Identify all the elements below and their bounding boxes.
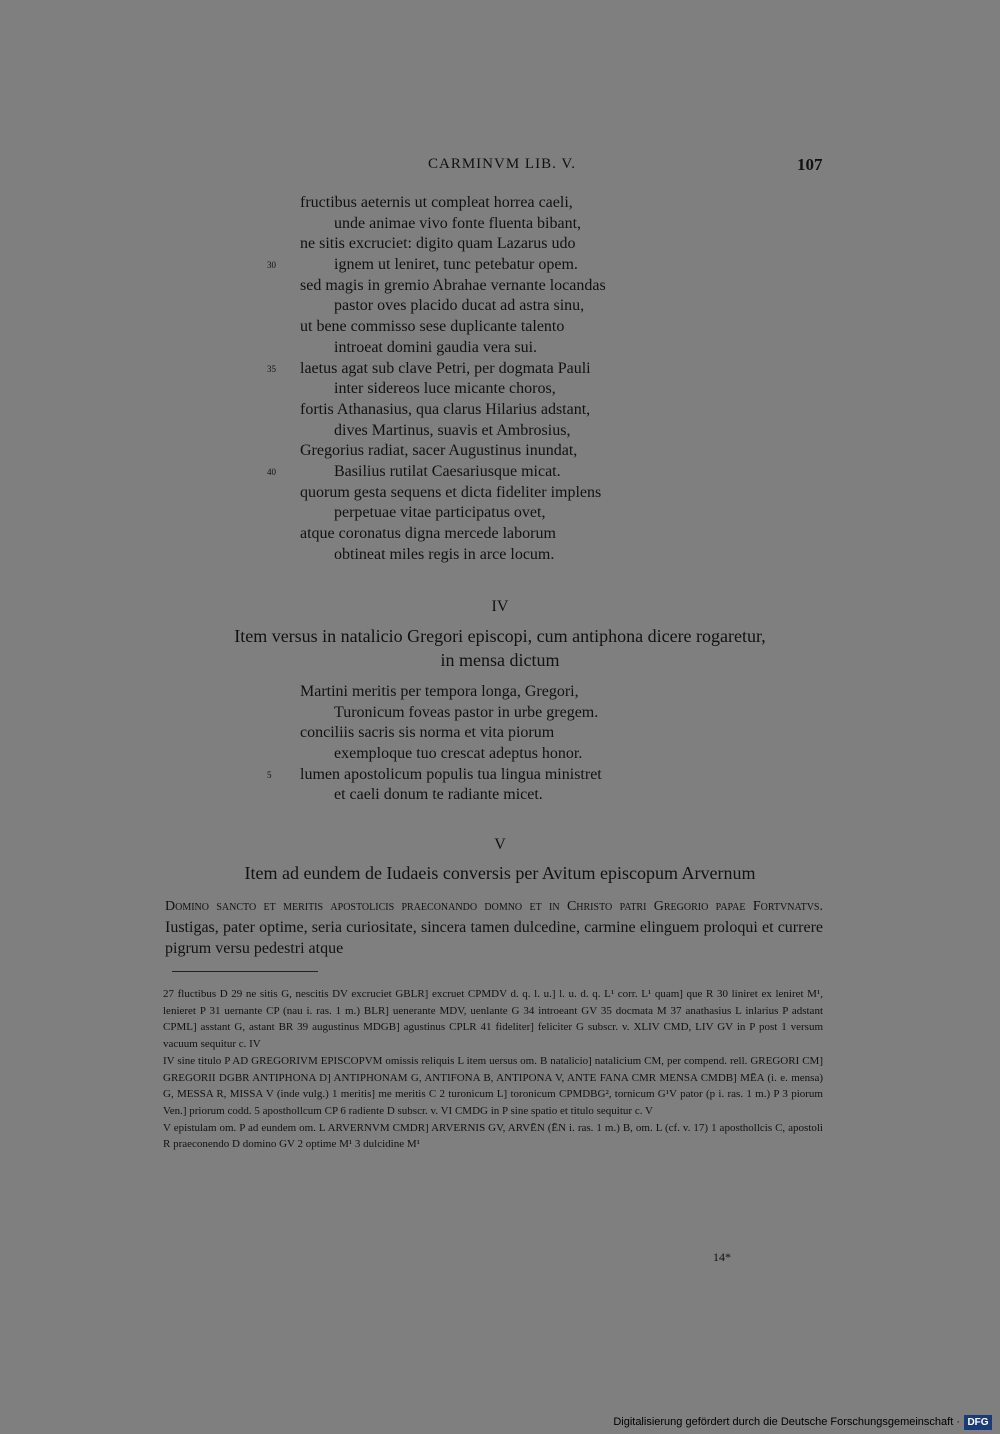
verse-text: ne sitis excruciet: digito quam Lazarus udo <box>300 235 576 253</box>
verse-text: Martini meritis per tempora longa, Gregori, <box>300 683 579 700</box>
verse-text: unde animae vivo fonte fluenta bibant, <box>334 214 582 232</box>
verse-text: atque coronatus digna mercede laborum <box>300 525 556 542</box>
section-iv-heading <box>150 624 850 672</box>
verse-text: lumen apostolicum populis tua lingua ministret <box>300 765 602 783</box>
poem-iii-verse-line <box>300 338 606 359</box>
verse-text: fructibus aeternis ut compleat horrea caeli, <box>300 194 573 211</box>
running-head <box>0 156 1000 180</box>
poem-iv-verse-line <box>300 744 602 765</box>
line-number: 5 <box>267 769 272 780</box>
section-iv-numeral: IV <box>491 598 509 615</box>
section-iv-heading-line1: Item versus in natalicio Gregori episcopi, cum antiphona dicere rogaretur, <box>234 626 766 646</box>
poem-iii-verse-line <box>300 524 606 545</box>
poem-iii-verse-line <box>300 296 606 317</box>
verse-text: sed magis in gremio Abrahae vernante locandas <box>300 276 606 294</box>
poem-iv <box>267 682 602 806</box>
poem-iii-verse-line <box>300 441 606 462</box>
poem-iii-verse-line <box>300 545 606 566</box>
line-number: 30 <box>267 260 276 271</box>
epistle-body: Iustigas, pater optime, seria curiositate, sincera tamen dulcedine, carmine elinguem proloqui et currere pigrum versu pedestri atque <box>165 919 823 957</box>
verse-text: obtineat miles regis in arce locum. <box>334 545 555 563</box>
poem-iv-verse-line <box>300 703 602 724</box>
poem-iii-verse-line <box>300 400 606 421</box>
footer-text: Digitalisierung gefördert durch die Deutsche Forschungsgemeinschaft · <box>613 1416 960 1428</box>
poem-iii-continuation <box>267 193 606 565</box>
verse-text: introeat domini gaudia vera sui. <box>334 338 538 356</box>
section-v-heading: Item ad eundem de Iudaeis conversis per Avitum episcopum Arvernum <box>244 863 756 883</box>
verse-text: et caeli donum te radiante micet. <box>334 786 543 804</box>
footnote-block-iv: IV sine titulo P AD GREGORIVM EPISCOPVM omissis reliquis L item uersus om. B natalicio] natalicium CM, per compend. rell. GREGORI CM] GREGORII DGBR ANTIPHONA D] ANTIPHONAM G, ANTIFONA B, ANTIPONA V, ANTE FANA CMR MENSA CMDB] MĒA (i. e. mensa) G, MESSA R, MISSA V (inde vulg.) 1 meritis] me meritis C 2 turonicum L] toronicum CPMDBG², tornicum G¹V pator (p i. ras. 1 m.) P 3 piorum Ven.] priorum codd. 5 aposthollcum CP 6 radiente D subscr. v. VI CMDG in P sine spatio et titulo sequitur c. V <box>163 1054 823 1117</box>
poem-iii-verse-line <box>300 503 606 524</box>
footnote-block-v: V epistulam om. P ad eundem om. L ARVERNVM CMDR] ARVERNIS GV, ARVĒN (ĒN i. ras. 1 m.) B, om. L (cf. v. 17) 1 aposthollcis C, apostoli R praeconendo D domino GV 2 optime M¹ 3 dulcidine M¹ <box>163 1121 823 1151</box>
epistle-salutation: Domino sancto et meritis apostolicis praeconando domno et in Christo patri Gregorio papae Fortvnatvs. <box>165 899 823 914</box>
digitization-footer <box>0 1412 1000 1434</box>
section-iv-heading-line2: in mensa dictum <box>440 650 560 670</box>
verse-text: Basilius rutilat Caesariusque micat. <box>334 462 561 480</box>
line-number: 35 <box>267 363 276 374</box>
verse-text: ut bene commisso sese duplicante talento <box>300 318 565 336</box>
signature-mark: 14* <box>713 1250 731 1264</box>
line-number: 40 <box>267 466 276 477</box>
verse-text: ignem ut leniret, tunc petebatur opem. <box>334 256 578 274</box>
verse-text: dives Martinus, suavis et Ambrosius, <box>334 421 571 439</box>
poem-iii-verse-line <box>300 276 606 297</box>
poem-iii-verse-line <box>267 255 606 276</box>
poem-iv-verse-line <box>300 682 602 703</box>
verse-text: perpetuae vitae participatus ovet, <box>334 504 546 522</box>
footnote-block-iii: 27 fluctibus D 29 ne sitis G, nescitis DV excruciet GBLR] excruet CPMDV d. q. l. u.] l. u. d. q. L¹ corr. L¹ quam] que R 30 liniret ex leniret M¹, lenieret P 31 uernante CP (nau i. ras. 1 m.) BLR] uenerante MDV, uenlante G 34 introeant GV 35 docmata M 37 anathasius L inlarius P adstant CPML] asstant G, astant BR 39 augustinus MDGB] agustinus CPLR 41 fideliter] feliciter G subscr. v. XLIV CMD, LIV GV in P post 1 versum vacuum sequitur c. IV <box>163 988 823 1051</box>
poem-iii-verse-line <box>300 193 606 214</box>
section-v-epistle <box>165 895 823 959</box>
poem-iii-verse-line <box>267 462 606 483</box>
poem-iii-verse-line <box>300 421 606 442</box>
section-v-numeral: V <box>494 836 506 853</box>
verse-text: conciliis sacris sis norma et vita piorum <box>300 724 555 742</box>
verse-text: laetus agat sub clave Petri, per dogmata Pauli <box>300 359 591 377</box>
poem-iii-verse-line <box>300 379 606 400</box>
poem-iv-verse-line <box>300 723 602 744</box>
verse-text: fortis Athanasius, qua clarus Hilarius adstant, <box>300 400 591 418</box>
poem-iii-verse-line <box>300 483 606 504</box>
verse-text: pastor oves placido ducat ad astra sinu, <box>334 297 585 315</box>
critical-apparatus <box>163 986 823 1153</box>
poem-iii-verse-line <box>300 234 606 255</box>
verse-text: quorum gesta sequens et dicta fideliter implens <box>300 483 602 501</box>
poem-iii-verse-line <box>300 214 606 235</box>
poem-iv-verse-line <box>300 785 602 806</box>
verse-text: exemploque tuo crescat adeptus honor. <box>334 745 583 763</box>
footnote-rule <box>172 971 318 972</box>
poem-iii-verse-line <box>267 359 606 380</box>
page-number: 107 <box>797 155 823 174</box>
verse-text: inter sidereos luce micante choros, <box>334 380 556 398</box>
poem-iv-verse-line <box>267 765 602 786</box>
verse-text: Gregorius radiat, sacer Augustinus inundat, <box>300 442 578 460</box>
dfg-logo: DFG <box>964 1415 992 1430</box>
poem-iii-verse-line <box>300 317 606 338</box>
running-head-title: CARMINVM LIB. V. <box>428 156 576 172</box>
verse-text: Turonicum foveas pastor in urbe gregem. <box>334 703 599 721</box>
